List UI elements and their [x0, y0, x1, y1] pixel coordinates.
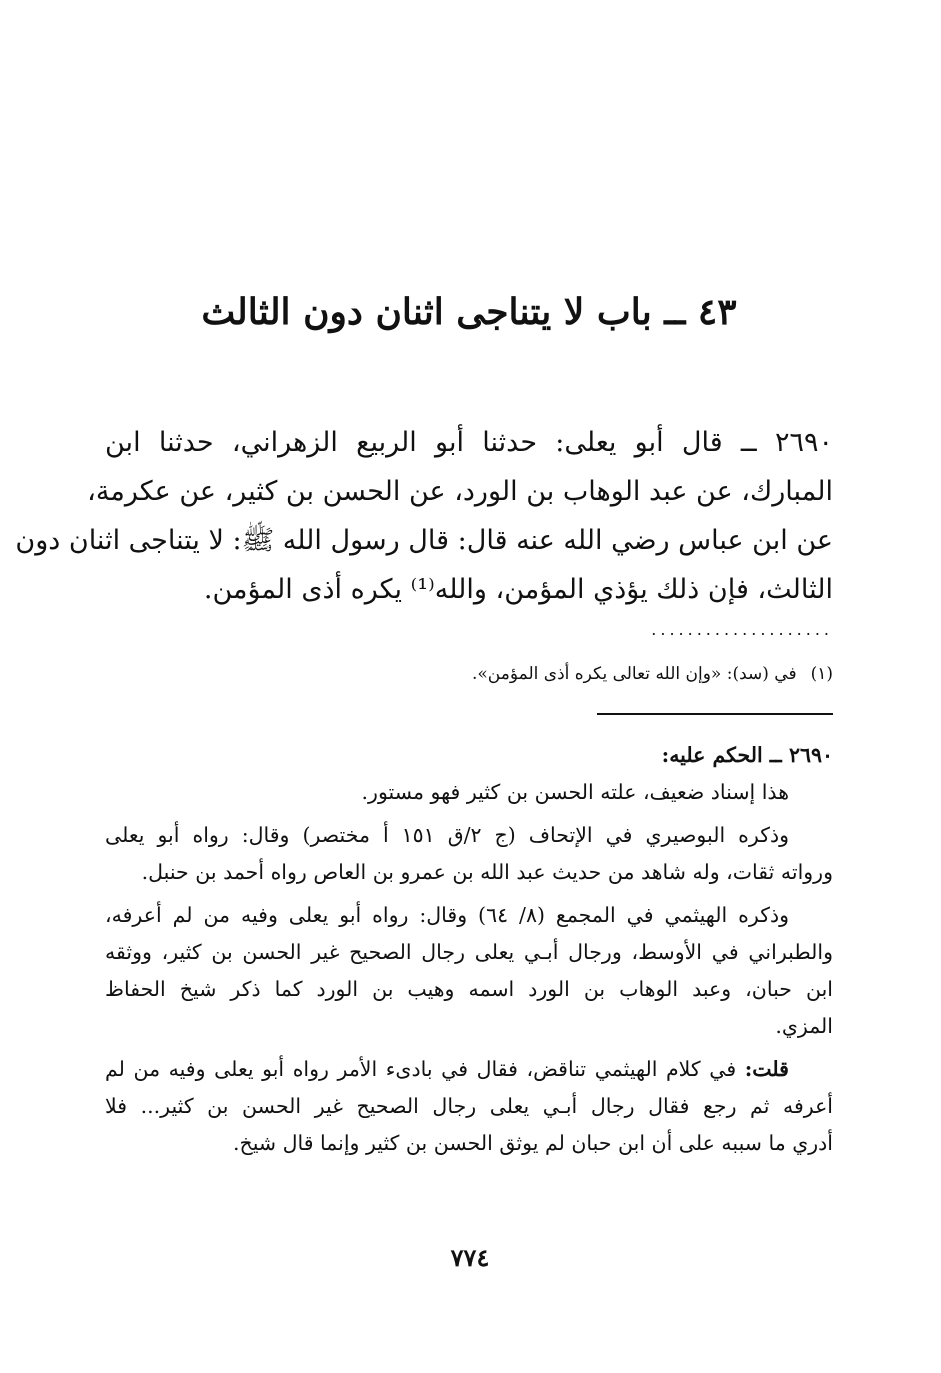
ruling-line: والطبراني في الأوسط، ورجال أبـي يعلى رجال الصحيح غير الحسن بن كثير، ووثقه	[105, 940, 833, 964]
ruling-line: ابن حبان، وعبد الوهاب بن الورد اسمه وهيب بن الورد كما ذكر شيخ الحفاظ	[105, 977, 833, 1001]
footnote-text: في (سد): «وإن الله تعالى يكره أذى المؤمن».	[472, 664, 797, 684]
hadith-line: الثالث، فإن ذلك يؤذي المؤمن، والله⁽¹⁾ يكره أذى المؤمن.	[203, 574, 833, 605]
footnote	[420, 660, 833, 688]
ruling-section	[105, 737, 833, 1162]
ruling-line: ورواته ثقات، وله شاهد من حديث عبد الله بن عمرو بن العاص رواه أحمد بن حنبل.	[141, 860, 833, 884]
ruling-line: أعرفه ثم رجع فقال رجال أبـي يعلى رجال الصحيح غير الحسن بن كثير... فلا	[105, 1094, 833, 1118]
hadith-text	[15, 418, 833, 614]
ruling-line: وذكره الهيثمي في المجمع (٨/ ٦٤) وقال: رواه أبو يعلى وفيه من لم أعرفه،	[105, 903, 789, 927]
hadith-line: ٢٦٩٠ ــ قال أبو يعلى: حدثنا أبو الربيع الزهراني، حدثنا ابن	[105, 427, 833, 458]
ruling-line: وذكره البوصيري في الإتحاف (ج ٢/ق ١٥١ أ مختصر) وقال: رواه أبو يعلى	[105, 823, 789, 847]
hadith-line: عن ابن عباس رضي الله عنه قال: قال رسول الله ﷺ: لا يتناجى اثنان دون	[15, 525, 833, 556]
hadith-line: المبارك، عن عبد الوهاب بن الورد، عن الحسن بن كثير، عن عكرمة،	[87, 476, 833, 507]
ruling-line: أدري ما سببه على أن ابن حبان لم يوثق الحسن بن كثير وإنما قال شيخ.	[232, 1131, 833, 1155]
page-number: ٧٧٤	[450, 1243, 490, 1272]
ruling-line: المزي.	[775, 1014, 833, 1038]
footnote-dots: ....................	[651, 620, 833, 639]
ruling-line: هذا إسناد ضعيف، علته الحسن بن كثير فهو مستور.	[361, 780, 789, 804]
footnote-number: (١)	[810, 664, 833, 684]
section-divider	[597, 713, 833, 715]
ruling-heading: ٢٦٩٠ ــ الحكم عليه:	[661, 743, 833, 767]
ruling-line-text: في كلام الهيثمي تناقض، فقال في بادىء الأمر رواه أبو يعلى وفيه من لم	[105, 1057, 745, 1081]
chapter-title: ٤٣ ــ باب لا يتناجى اثنان دون الثالث	[201, 291, 737, 333]
ruling-line	[105, 1051, 833, 1088]
qultu-label: قلت:	[744, 1057, 789, 1081]
